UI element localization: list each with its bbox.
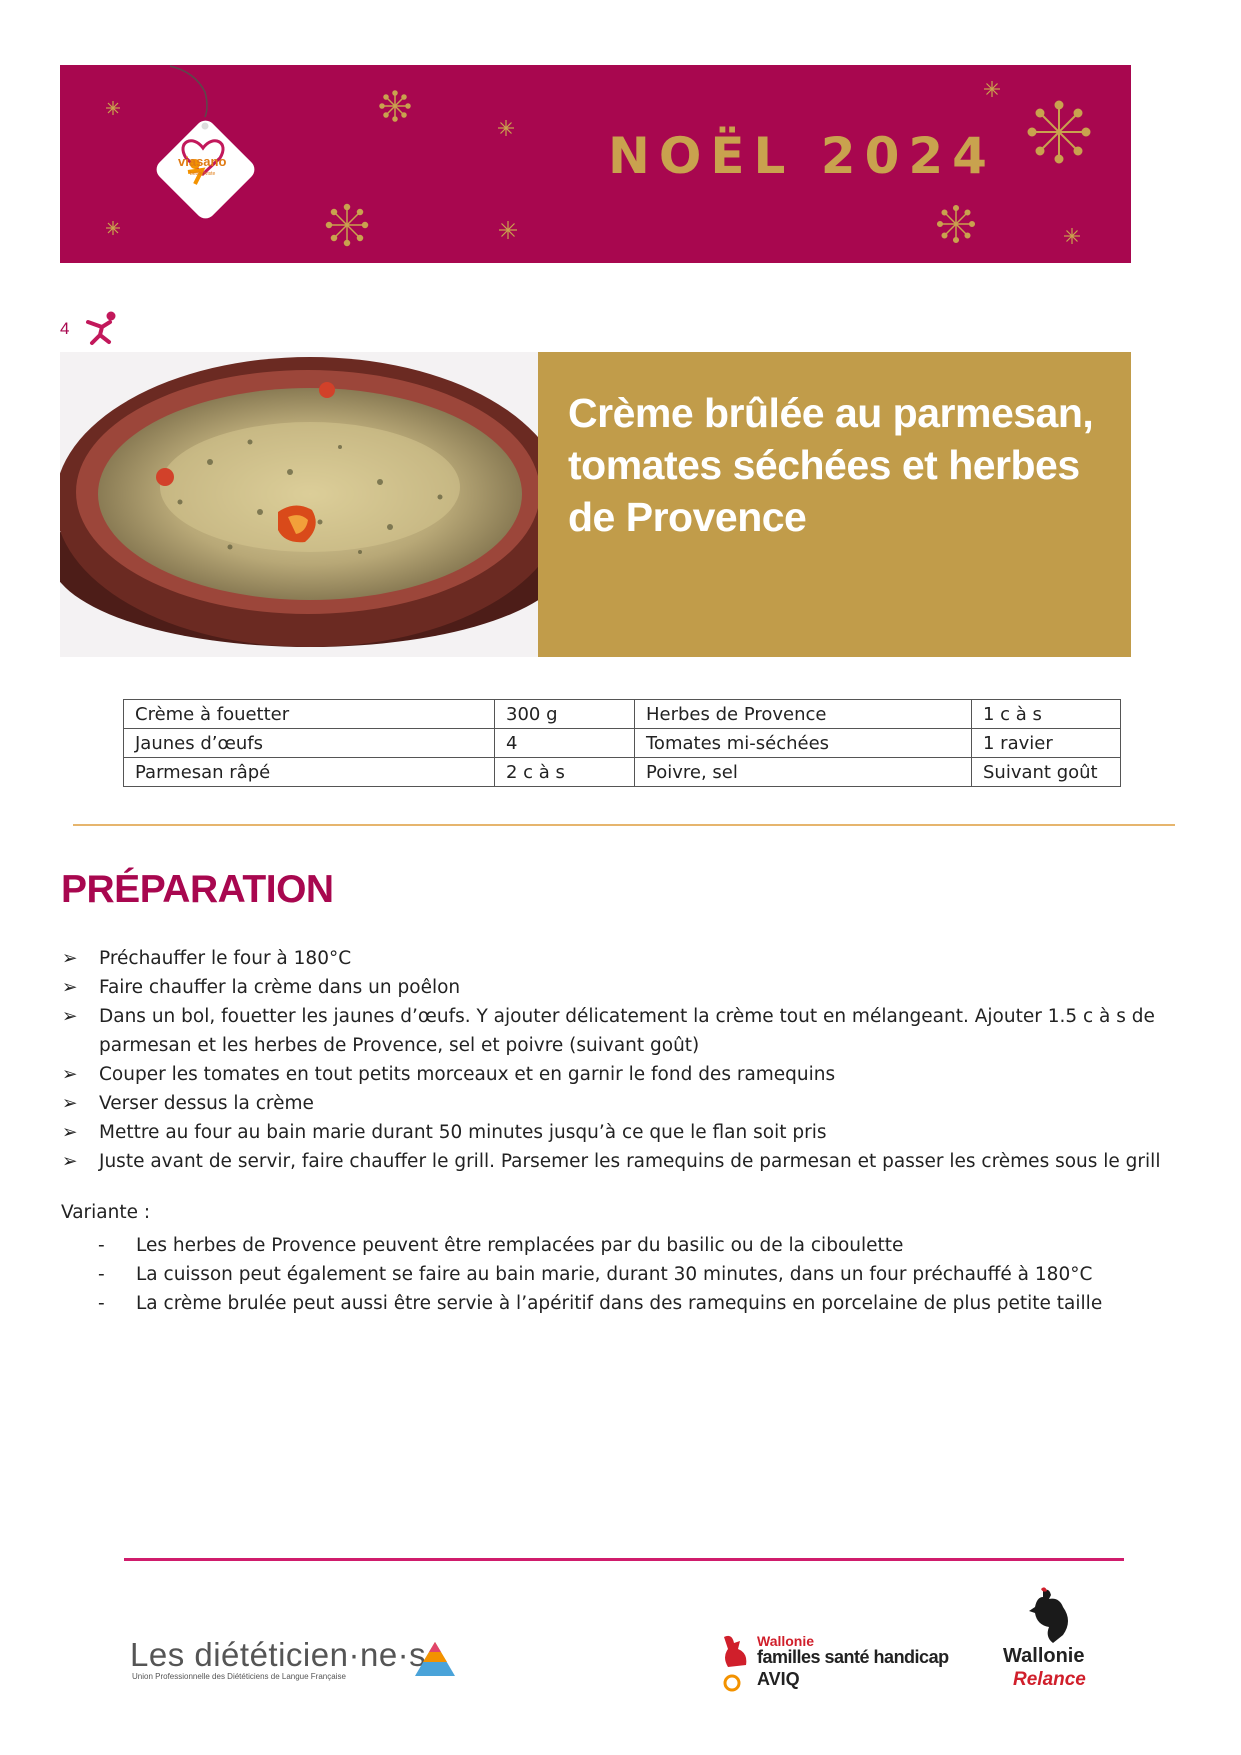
step-text: Dans un bol, fouetter les jaunes d’œufs. Y ajouter délicatement la crème tout en mélangeant. Ajouter 1.5 c à s de parmesan et les herbes de Provence, sel et poivre (suivant goût) <box>99 1006 1155 1056</box>
ingredient-quantity: 1 ravier <box>972 729 1121 758</box>
variant-item <box>98 1289 1102 1318</box>
variant-text: La crème brulée peut aussi être servie à l’apéritif dans des ramequins en porcelaine de plus petite taille <box>136 1293 1103 1314</box>
ingredient-name: Crème à fouetter <box>124 700 495 729</box>
variant-text: Les herbes de Provence peuvent être remplacées par du basilic ou de la ciboulette <box>136 1235 904 1256</box>
preparation-heading: PRÉPARATION <box>61 868 334 911</box>
arrow-bullet-icon: ➢ <box>62 1151 78 1172</box>
ingredient-name: Jaunes d’œufs <box>124 729 495 758</box>
wallonie-relance-subtitle: Relance <box>1013 1669 1086 1690</box>
logo-wordmark: viasano <box>178 154 227 169</box>
snowflake-icon <box>105 100 121 116</box>
step-text: Mettre au four au bain marie durant 50 minutes jusqu’à ce que le flan soit pris <box>99 1122 827 1143</box>
preparation-step <box>62 1002 1172 1060</box>
preparation-step <box>62 944 1172 973</box>
aviq-logo-icon <box>718 1631 754 1695</box>
preparation-step <box>62 1147 1172 1176</box>
variants-list <box>98 1231 1102 1318</box>
arrow-bullet-icon: ➢ <box>62 1064 78 1085</box>
variant-text: La cuisson peut également se faire au bain marie, durant 30 minutes, dans un four préchauffé à 180°C <box>136 1264 1093 1285</box>
dieteticiens-subtitle: Union Professionnelle des Diététiciens de Langue Française <box>132 1672 346 1681</box>
snowflake-icon <box>936 204 976 244</box>
mountain-logo-icon <box>413 1640 457 1678</box>
preparation-steps <box>62 944 1172 1176</box>
recipe-title: Crème brûlée au parmesan, tomates séchées et herbes de Provence <box>568 390 1094 540</box>
dash-bullet: - <box>98 1264 105 1285</box>
arrow-bullet-icon: ➢ <box>62 1006 78 1027</box>
ingredient-quantity: 1 c à s <box>972 700 1121 729</box>
preparation-step <box>62 973 1172 1002</box>
ingredient-name: Tomates mi-séchées <box>635 729 972 758</box>
ingredient-name: Parmesan râpé <box>124 758 495 787</box>
logo-subtitle: bebby/viste <box>190 171 216 177</box>
preparation-step <box>62 1118 1172 1147</box>
snowflake-icon <box>325 203 369 247</box>
dash-bullet: - <box>98 1235 105 1256</box>
snowflake-icon <box>105 220 121 236</box>
ingredient-quantity: 4 <box>495 729 635 758</box>
step-text: Verser dessus la crème <box>99 1093 314 1114</box>
arrow-bullet-icon: ➢ <box>62 1122 78 1143</box>
ingredient-row <box>124 729 1121 758</box>
aviq-name: AVIQ <box>757 1669 800 1689</box>
snowflake-icon <box>983 80 1001 98</box>
ingredient-name: Poivre, sel <box>635 758 972 787</box>
ingredient-quantity: Suivant goût <box>972 758 1121 787</box>
rooster-logo-icon <box>1023 1587 1075 1645</box>
recipe-title-panel <box>538 352 1131 657</box>
banner-title: NOËL 2024 <box>608 127 996 185</box>
wallonie-relance-title: Wallonie <box>1003 1645 1085 1667</box>
snowflake-icon <box>378 89 412 123</box>
step-text: Juste avant de servir, faire chauffer le grill. Parsemer les ramequins de parmesan et passer les crèmes sous le grill <box>99 1151 1161 1172</box>
step-text: Faire chauffer la crème dans un poêlon <box>99 977 461 998</box>
snowflake-icon <box>497 119 515 137</box>
step-text: Couper les tomates en tout petits morceaux et en garnir le fond des ramequins <box>99 1064 836 1085</box>
recipe-photo <box>60 352 538 657</box>
variant-item <box>98 1260 1102 1289</box>
footer-divider <box>124 1558 1124 1561</box>
arrow-bullet-icon: ➢ <box>62 1093 78 1114</box>
ingredient-row <box>124 700 1121 729</box>
aviq-region: Wallonie <box>757 1633 815 1649</box>
variant-item <box>98 1231 1102 1260</box>
ingredient-quantity: 2 c à s <box>495 758 635 787</box>
ingredient-name: Herbes de Provence <box>635 700 972 729</box>
ingredient-quantity: 300 g <box>495 700 635 729</box>
snowflake-icon <box>497 219 519 241</box>
person-figure-icon <box>84 310 122 346</box>
ingredient-row <box>124 758 1121 787</box>
dieteticiens-logo-text: Les diététicien·ne·s <box>130 1636 427 1673</box>
dash-bullet: - <box>98 1293 105 1314</box>
preparation-step <box>62 1089 1172 1118</box>
divider <box>73 824 1175 826</box>
arrow-bullet-icon: ➢ <box>62 948 78 969</box>
viasano-logo-icon <box>148 112 263 227</box>
page-number: 4 <box>60 319 70 338</box>
arrow-bullet-icon: ➢ <box>62 977 78 998</box>
preparation-step <box>62 1060 1172 1089</box>
snowflake-icon <box>1063 227 1081 245</box>
aviq-tagline: familles santé handicap <box>757 1647 949 1667</box>
step-text: Préchauffer le four à 180°C <box>99 948 352 969</box>
snowflake-icon <box>1026 99 1092 165</box>
variante-label: Variante : <box>61 1202 151 1223</box>
ingredients-table <box>123 699 1121 787</box>
